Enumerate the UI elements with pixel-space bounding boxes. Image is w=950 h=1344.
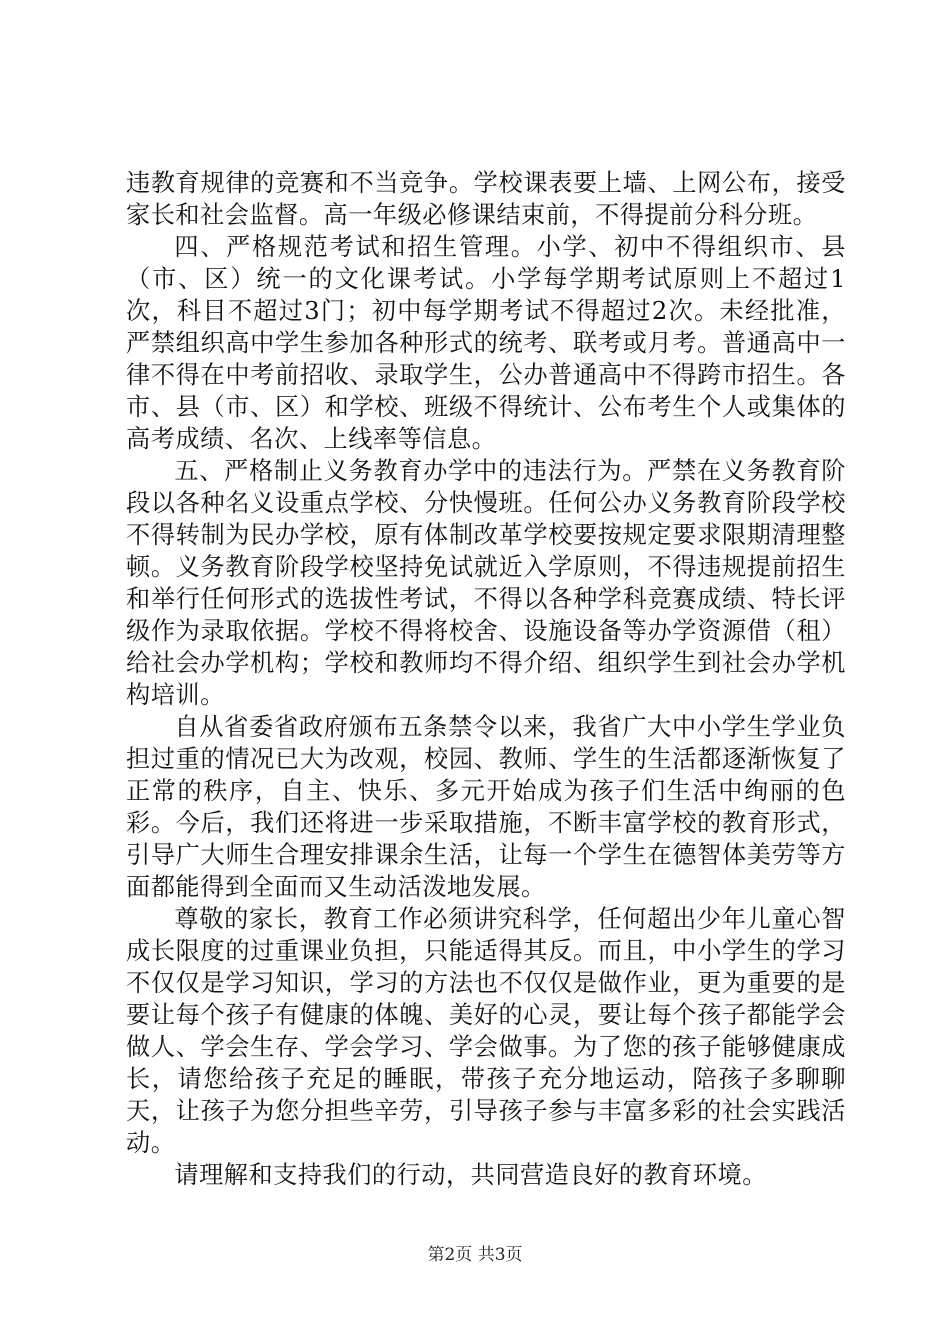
page-number-footer: 第2页 共3页 bbox=[427, 1245, 523, 1265]
paragraph-parents: 尊敬的家长，教育工作必须讲究科学，任何超出少年儿童心智成长限度的过重课业负担，只能适得其反。而且，中小学生的学习不仅仅是学习知识，学习的方法也不仅仅是做作业，更为重要的是要让每个孩子有健康的体魄、美好的心灵，要让每个孩子都能学会做人、学会生存、学会学习、学会做事。为了您的孩子能够健康成长，请您给孩子充足的睡眠，带孩子充分地运动，陪孩子多聊聊天，让孩子为您分担些辛劳，引导孩子参与丰富多彩的社会实践活动。 bbox=[126, 905, 846, 1157]
paragraph-exam-admission: 四、严格规范考试和招生管理。小学、初中不得组织市、县（市、区）统一的文化课考试。小学每学期考试原则上不超过1次，科目不超过3门；初中每学期考试不得超过2次。未经批准，严禁组织高中学生参加各种形式的统考、联考或月考。普通高中一律不得在中考前招收、录取学生，公办普通高中不得跨市招生。各市、县（市、区）和学校、班级不得统计、公布考生个人或集体的高考成绩、名次、上线率等信息。 bbox=[126, 233, 846, 453]
paragraph-closing: 请理解和支持我们的行动，共同营造良好的教育环境。 bbox=[174, 1161, 767, 1189]
paragraph-compulsory-education: 五、严格制止义务教育办学中的违法行为。严禁在义务教育阶段以各种名义设重点学校、分快慢班。任何公办义务教育阶段学校不得转制为民办学校，原有体制改革学校要按规定要求限期清理整顿。义务教育阶段学校坚持免试就近入学原则，不得违规提前招生和举行任何形式的选拔性考试，不得以各种学科竞赛成绩、特长评级作为录取依据。学校不得将校舍、设施设备等办学资源借（租）给社会办学机构；学校和教师均不得介绍、组织学生到社会办学机构培训。 bbox=[126, 457, 846, 709]
paragraph-progress: 自从省委省政府颁布五条禁令以来，我省广大中小学生学业负担过重的情况已大为改观，校园、教师、学生的生活都逐渐恢复了正常的秩序，自主、快乐、多元开始成为孩子们生活中绚丽的色彩。今后，我们还将进一步采取措施，不断丰富学校的教育形式，引导广大师生合理安排课余生活，让每一个学生在德智体美劳等方面都能得到全面而又生动活泼地发展。 bbox=[126, 713, 846, 901]
document-body bbox=[126, 167, 846, 1191]
paragraph-continuation: 违教育规律的竞赛和不当竞争。学校课表要上墙、上网公布，接受家长和社会监督。高一年级必修课结束前，不得提前分科分班。 bbox=[126, 169, 846, 229]
